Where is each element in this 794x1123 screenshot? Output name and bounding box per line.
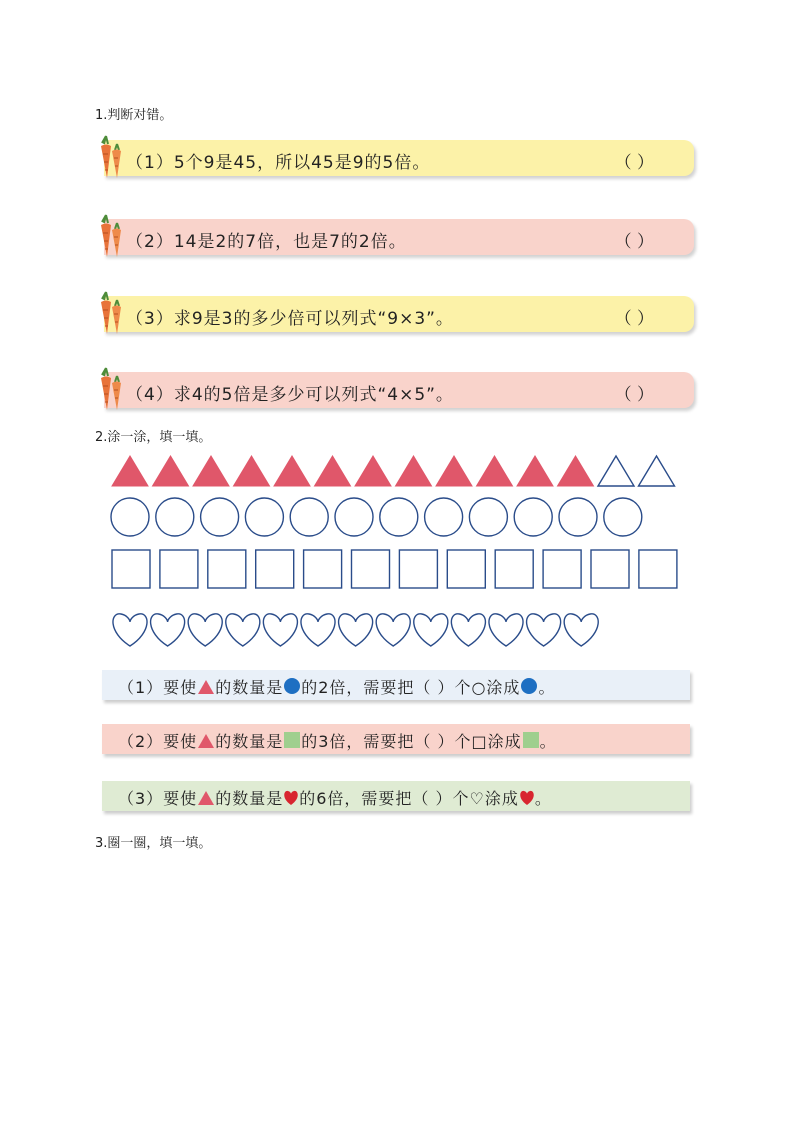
fill-question-3 xyxy=(102,781,690,811)
green-square-icon xyxy=(283,731,301,749)
section3-title: 3.圈一圈，填一填。 xyxy=(95,836,212,851)
question-text: （1）要使 xyxy=(118,678,198,697)
empty-square xyxy=(399,550,437,588)
empty-circle xyxy=(380,498,418,536)
judge-item-2 xyxy=(104,219,694,255)
empty-heart xyxy=(151,614,185,646)
empty-square xyxy=(208,550,246,588)
answer-blank[interactable]: （ ） xyxy=(614,153,654,173)
judge-item-3 xyxy=(104,296,694,332)
question-text: 的数量是 xyxy=(215,789,284,808)
red-heart-icon xyxy=(283,790,299,806)
empty-square xyxy=(112,550,150,588)
red-heart-icon xyxy=(519,790,535,806)
judge-item-text: （3）求9是3的多少倍可以列式“9×3”。 xyxy=(126,309,454,329)
question-text: 的数量是 xyxy=(215,732,284,751)
empty-square xyxy=(352,550,390,588)
filled-triangle xyxy=(112,456,148,486)
empty-heart xyxy=(489,614,523,646)
empty-circle xyxy=(245,498,283,536)
question-text[interactable]: 的2倍，需要把（ ）个○涂成 xyxy=(301,678,521,697)
section2-title: 2.涂一涂，填一填。 xyxy=(95,430,212,445)
empty-heart xyxy=(339,614,373,646)
empty-square xyxy=(160,550,198,588)
carrot-icon xyxy=(98,134,128,180)
empty-heart xyxy=(564,614,598,646)
empty-heart xyxy=(414,614,448,646)
question-text: 。 xyxy=(534,789,552,808)
empty-heart xyxy=(451,614,485,646)
empty-heart xyxy=(376,614,410,646)
empty-square xyxy=(639,550,677,588)
question-text: 。 xyxy=(539,732,557,751)
judge-item-text: （4）求4的5倍是多少可以列式“4×5”。 xyxy=(126,385,454,405)
filled-triangle xyxy=(355,456,391,486)
filled-triangle xyxy=(436,456,472,486)
empty-circle xyxy=(604,498,642,536)
triangle-icon xyxy=(197,790,215,806)
answer-blank[interactable]: （ ） xyxy=(614,309,654,329)
filled-triangle xyxy=(153,456,189,486)
filled-triangle xyxy=(477,456,513,486)
triangle-icon xyxy=(197,733,215,749)
judge-item-4 xyxy=(104,372,694,408)
filled-triangle xyxy=(396,456,432,486)
blue-circle-icon xyxy=(283,677,301,695)
empty-heart xyxy=(188,614,222,646)
empty-square xyxy=(447,550,485,588)
carrot-icon xyxy=(98,290,128,336)
question-text: （2）要使 xyxy=(118,732,198,751)
triangle-icon xyxy=(197,679,215,695)
empty-square xyxy=(543,550,581,588)
filled-triangle xyxy=(234,456,270,486)
empty-heart xyxy=(263,614,297,646)
empty-circle xyxy=(290,498,328,536)
question-text: （3）要使 xyxy=(118,789,198,808)
empty-circle xyxy=(559,498,597,536)
empty-circle xyxy=(425,498,463,536)
question-text[interactable]: 的6倍，需要把（ ）个♡涂成 xyxy=(299,789,519,808)
question-text[interactable]: 的3倍，需要把（ ）个□涂成 xyxy=(301,732,522,751)
empty-circle xyxy=(335,498,373,536)
question-text: 的数量是 xyxy=(215,678,284,697)
filled-triangle xyxy=(193,456,229,486)
fill-question-2 xyxy=(102,724,690,754)
carrot-icon xyxy=(98,213,128,259)
empty-circle xyxy=(111,498,149,536)
empty-triangle xyxy=(598,456,634,486)
section1-title: 1.判断对错。 xyxy=(95,108,173,123)
empty-heart xyxy=(226,614,260,646)
empty-square xyxy=(256,550,294,588)
empty-heart xyxy=(301,614,335,646)
filled-triangle xyxy=(517,456,553,486)
judge-item-1 xyxy=(104,140,694,176)
empty-square xyxy=(495,550,533,588)
empty-circle xyxy=(201,498,239,536)
fill-question-1 xyxy=(102,670,690,700)
filled-triangle xyxy=(315,456,351,486)
empty-circle xyxy=(469,498,507,536)
empty-square xyxy=(591,550,629,588)
empty-circle xyxy=(514,498,552,536)
empty-triangle xyxy=(639,456,675,486)
blue-circle-icon xyxy=(520,677,538,695)
judge-item-text: （1）5个9是45，所以45是9的5倍。 xyxy=(126,153,431,173)
question-text: 。 xyxy=(538,678,556,697)
filled-triangle xyxy=(274,456,310,486)
empty-heart xyxy=(113,614,147,646)
filled-triangle xyxy=(558,456,594,486)
shapes-figure xyxy=(104,452,694,652)
carrot-icon xyxy=(98,366,128,412)
green-square-icon xyxy=(522,731,540,749)
answer-blank[interactable]: （ ） xyxy=(614,232,654,252)
empty-circle xyxy=(156,498,194,536)
empty-square xyxy=(304,550,342,588)
judge-item-text: （2）14是2的7倍，也是7的2倍。 xyxy=(126,232,407,252)
empty-heart xyxy=(527,614,561,646)
answer-blank[interactable]: （ ） xyxy=(614,385,654,405)
